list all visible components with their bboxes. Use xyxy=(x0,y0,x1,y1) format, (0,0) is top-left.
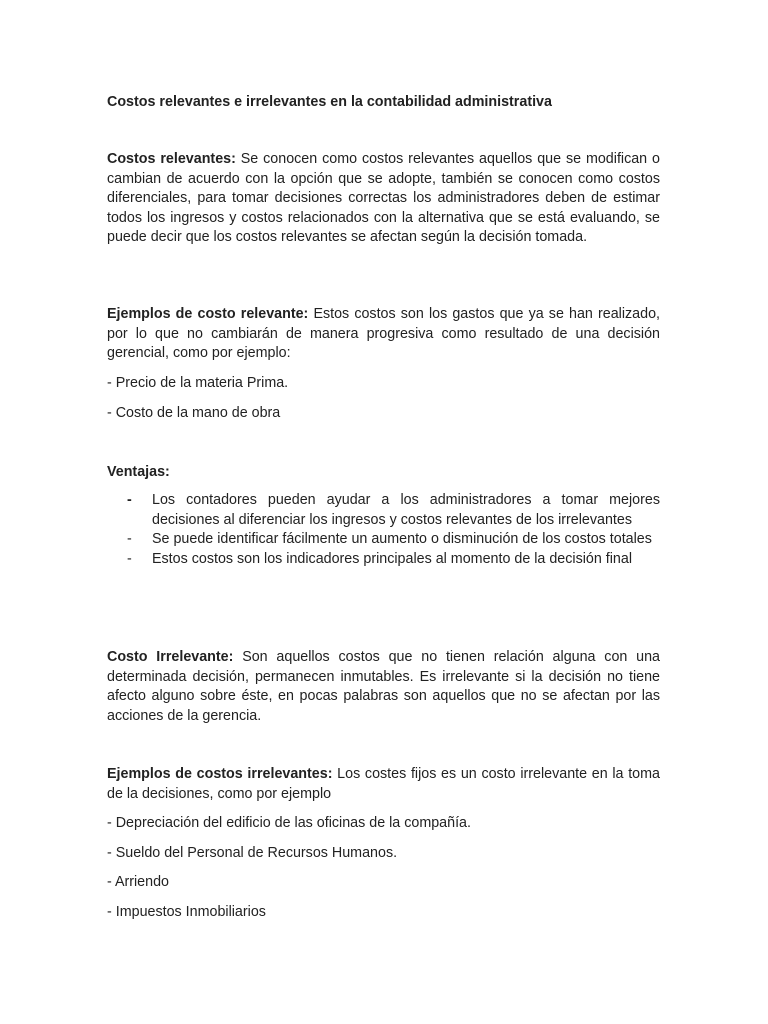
irrelevante-text: Son aquellos costos que no tienen relación alguna con una determinada decisión, permanecen inmutables. Es irrelevante si la decisión no tiene afecto alguno sobre éste, en pocas palabras son aquellos que no se afectan por las acciones de la gerencia. xyxy=(107,649,660,724)
ventajas-item xyxy=(107,530,660,550)
ejemplo-irrelevante-item: - Arriendo xyxy=(107,874,169,890)
ventajas-item-text: Estos costos son los indicadores principales al momento de la decisión final xyxy=(152,550,632,567)
dash-bullet-icon: - xyxy=(127,492,132,508)
ventajas-item xyxy=(107,550,660,570)
ejemplo-irrelevante-item: - Sueldo del Personal de Recursos Humanos. xyxy=(107,845,398,861)
ejemplo-irrelevante-item: - Impuestos Inmobiliarios xyxy=(107,904,266,920)
ejemplo-relevante-item: - Precio de la materia Prima. xyxy=(107,375,289,391)
dash-bullet-icon: - xyxy=(127,550,132,567)
ventajas-item-text: Se puede identificar fácilmente un aumento o disminución de los costos totales xyxy=(152,531,652,548)
ventajas-heading: Ventajas: xyxy=(107,464,170,480)
document-title: Costos relevantes e irrelevantes en la contabilidad administrativa xyxy=(107,94,552,110)
ventajas-item-text: Los contadores pueden ayudar a los administradores a tomar mejores decisiones al diferenciar los ingresos y costos relevantes de los irrelevantes xyxy=(152,492,660,528)
relevantes-label: Costos relevantes: xyxy=(107,151,236,167)
ventajas-item xyxy=(107,491,660,530)
ejemplos-relevante-paragraph xyxy=(107,305,660,364)
ejemplos-irrelevantes-text: Los costes fijos es un costo irrelevante en la toma de la decisiones, como por ejemplo xyxy=(107,766,660,802)
ejemplos-relevante-label: Ejemplos de costo relevante: xyxy=(107,306,309,322)
ejemplos-irrelevantes-paragraph xyxy=(107,765,660,804)
ejemplos-relevante-text: Estos costos son los gastos que ya se han realizado, por lo que no cambiarán de manera progresiva como resultado de una decisión gerencial, como por ejemplo: xyxy=(107,306,660,362)
relevantes-text: Se conocen como costos relevantes aquellos que se modifican o cambian de acuerdo con la opción que se adopte, también se conocen como costos diferenciales, para tomar decisiones correctas los administradores deben de estimar todos los ingresos y costos relacionados con la alternativa que se está evaluando, se puede decir que los costos relevantes se afectan según la decisión tomada. xyxy=(107,151,660,246)
document-page xyxy=(107,0,660,1024)
ventajas-list xyxy=(107,491,660,569)
irrelevante-label: Costo Irrelevante: xyxy=(107,649,234,665)
ejemplo-irrelevante-item: - Depreciación del edificio de las oficinas de la compañía. xyxy=(107,815,471,831)
relevantes-paragraph xyxy=(107,150,660,248)
ejemplo-relevante-item: - Costo de la mano de obra xyxy=(107,405,281,421)
ejemplos-irrelevantes-label: Ejemplos de costos irrelevantes: xyxy=(107,766,333,782)
dash-bullet-icon: - xyxy=(127,531,132,548)
irrelevante-paragraph xyxy=(107,648,660,726)
